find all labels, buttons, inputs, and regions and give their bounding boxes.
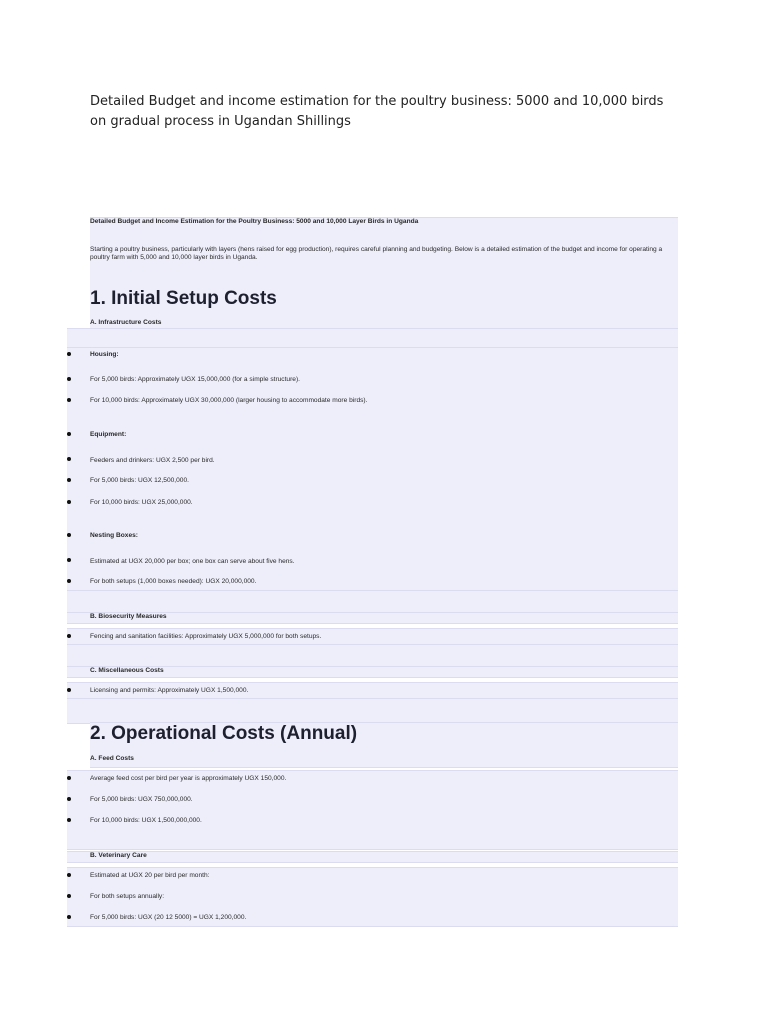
- list-item: Licensing and permits: Approximately UGX 1,500,000.: [90, 687, 249, 694]
- list-item: Equipment:: [90, 431, 127, 438]
- bullet-dot: [67, 688, 71, 692]
- bullet-dot: [67, 500, 71, 504]
- list-item: Housing:: [90, 351, 119, 358]
- bullet-dot: [67, 873, 71, 877]
- content-band: [67, 851, 678, 863]
- list-item: Fencing and sanitation facilities: Approximately UGX 5,000,000 for both setups.: [90, 633, 322, 640]
- document-header-title: Detailed Budget and income estimation for the poultry business: 5000 and 10,000 birds on gradual process in Ugandan Shillings: [90, 94, 664, 129]
- list-item: For 5,000 birds: Approximately UGX 15,000,000 (for a simple structure).: [90, 376, 300, 383]
- list-item: Estimated at UGX 20 per bird per month:: [90, 872, 210, 879]
- list-item: For 10,000 birds: Approximately UGX 30,000,000 (larger housing to accommodate more birds).: [90, 397, 368, 404]
- content-band: [67, 644, 678, 668]
- list-item: For 10,000 birds: UGX 1,500,000,000.: [90, 817, 202, 824]
- list-item: For 5,000 birds: UGX 750,000,000.: [90, 796, 193, 803]
- bullet-dot: [67, 377, 71, 381]
- content-band: [90, 217, 678, 330]
- list-item: For 10,000 birds: UGX 25,000,000.: [90, 499, 193, 506]
- subheading: A. Infrastructure Costs: [90, 319, 162, 326]
- section-heading: 2. Operational Costs (Annual): [90, 723, 358, 744]
- bullet-dot: [67, 478, 71, 482]
- subheading: B. Veterinary Care: [90, 852, 147, 859]
- content-band: [67, 347, 678, 592]
- list-item: For both setups (1,000 boxes needed): UGX 20,000,000.: [90, 578, 257, 585]
- content-band: [67, 698, 678, 724]
- bullet-dot: [67, 398, 71, 402]
- list-item: For both setups annually:: [90, 893, 165, 900]
- bullet-dot: [67, 818, 71, 822]
- intro-paragraph: Starting a poultry business, particularly with layers (hens raised for egg production), requires careful planning and budgeting. Below is a detailed estimation of the budget and income for operating a poultry farm with 5,000 and 10,000 layer birds in Uganda.: [90, 246, 663, 261]
- section-heading: 1. Initial Setup Costs: [90, 288, 277, 309]
- content-title: Detailed Budget and Income Estimation for the Poultry Business: 5000 and 10,000 Layer Birds in Uganda: [90, 218, 419, 225]
- content-band: [67, 328, 678, 349]
- list-item: For 5,000 birds: UGX 12,500,000.: [90, 477, 189, 484]
- bullet-dot: [67, 894, 71, 898]
- list-item: Feeders and drinkers: UGX 2,500 per bird.: [90, 457, 215, 464]
- bullet-dot: [67, 533, 71, 537]
- bullet-dot: [67, 579, 71, 583]
- subheading: B. Biosecurity Measures: [90, 613, 167, 620]
- bullet-dot: [67, 352, 71, 356]
- bullet-dot: [67, 432, 71, 436]
- list-item: For 5,000 birds: UGX (20 12 5000) = UGX 1,200,000.: [90, 914, 247, 921]
- list-item: Estimated at UGX 20,000 per box; one box can serve about five hens.: [90, 558, 295, 565]
- list-item: Nesting Boxes:: [90, 532, 138, 539]
- content-band: [67, 770, 678, 850]
- bullet-dot: [67, 797, 71, 801]
- subheading: C. Miscellaneous Costs: [90, 667, 164, 674]
- bullet-dot: [67, 634, 71, 638]
- content-band: [67, 590, 678, 614]
- list-item: Average feed cost per bird per year is approximately UGX 150,000.: [90, 775, 287, 782]
- bullet-dot: [67, 915, 71, 919]
- bullet-dot: [67, 776, 71, 780]
- subheading: A. Feed Costs: [90, 755, 134, 762]
- bullet-dot: [67, 558, 71, 562]
- bullet-dot: [67, 457, 71, 461]
